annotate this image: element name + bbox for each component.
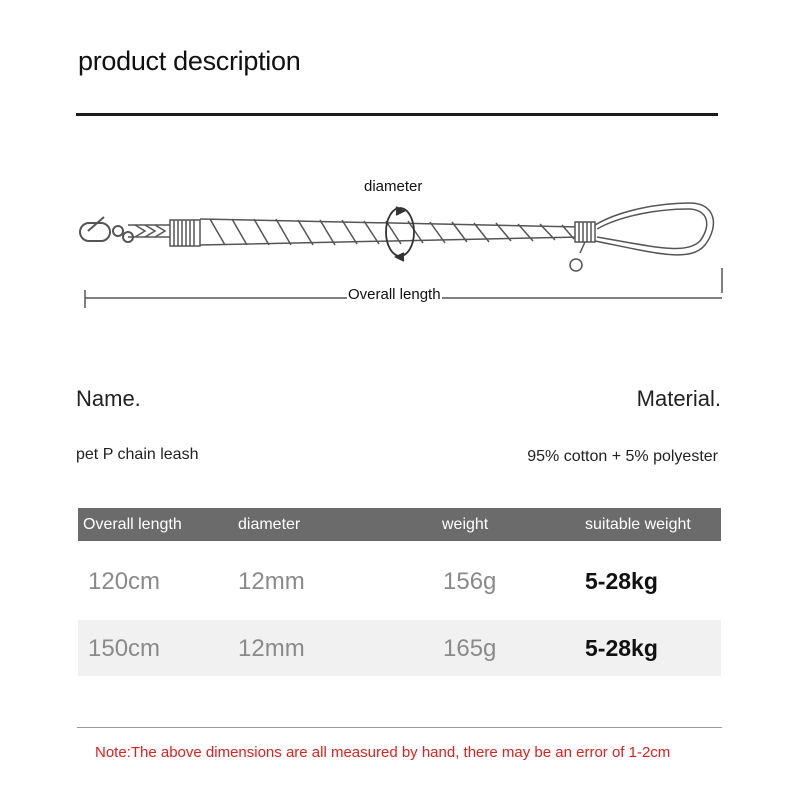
rotation-arrow-icon — [386, 207, 414, 261]
page-title: product description — [78, 46, 301, 76]
rope-body — [200, 219, 580, 245]
table-cell: 12mm — [238, 568, 305, 595]
column-header: suitable weight — [585, 516, 691, 533]
title-divider — [76, 113, 718, 116]
name-heading: Name. — [76, 386, 141, 411]
diameter-label: diameter — [364, 178, 423, 195]
material-value: 95% cotton + 5% polyester — [527, 448, 718, 465]
measurement-note: Note:The above dimensions are all measured by hand, there may be an error of 1-2cm — [95, 744, 671, 761]
table-cell: 156g — [443, 568, 497, 595]
table-header-row — [78, 508, 721, 541]
table-cell: 165g — [443, 635, 497, 662]
column-header: weight — [442, 516, 489, 533]
name-value: pet P chain leash — [76, 446, 199, 463]
spec-table — [78, 508, 721, 676]
braid-section — [128, 225, 170, 237]
table-cell: 150cm — [88, 635, 161, 662]
footer-divider — [77, 727, 722, 728]
column-header: diameter — [238, 516, 301, 533]
table-cell: 12mm — [238, 635, 305, 662]
overall-length-label: Overall length — [348, 286, 441, 303]
column-header: Overall length — [83, 516, 182, 533]
table-row — [78, 620, 721, 676]
table-cell: 120cm — [88, 568, 161, 595]
table-cell: 5-28kg — [585, 568, 658, 594]
table-row — [78, 553, 721, 609]
handle-loop — [570, 203, 713, 271]
material-heading: Material. — [636, 386, 721, 411]
table-cell: 5-28kg — [585, 635, 658, 661]
wrap-collar — [170, 220, 200, 246]
snap-hook-icon — [80, 217, 133, 242]
